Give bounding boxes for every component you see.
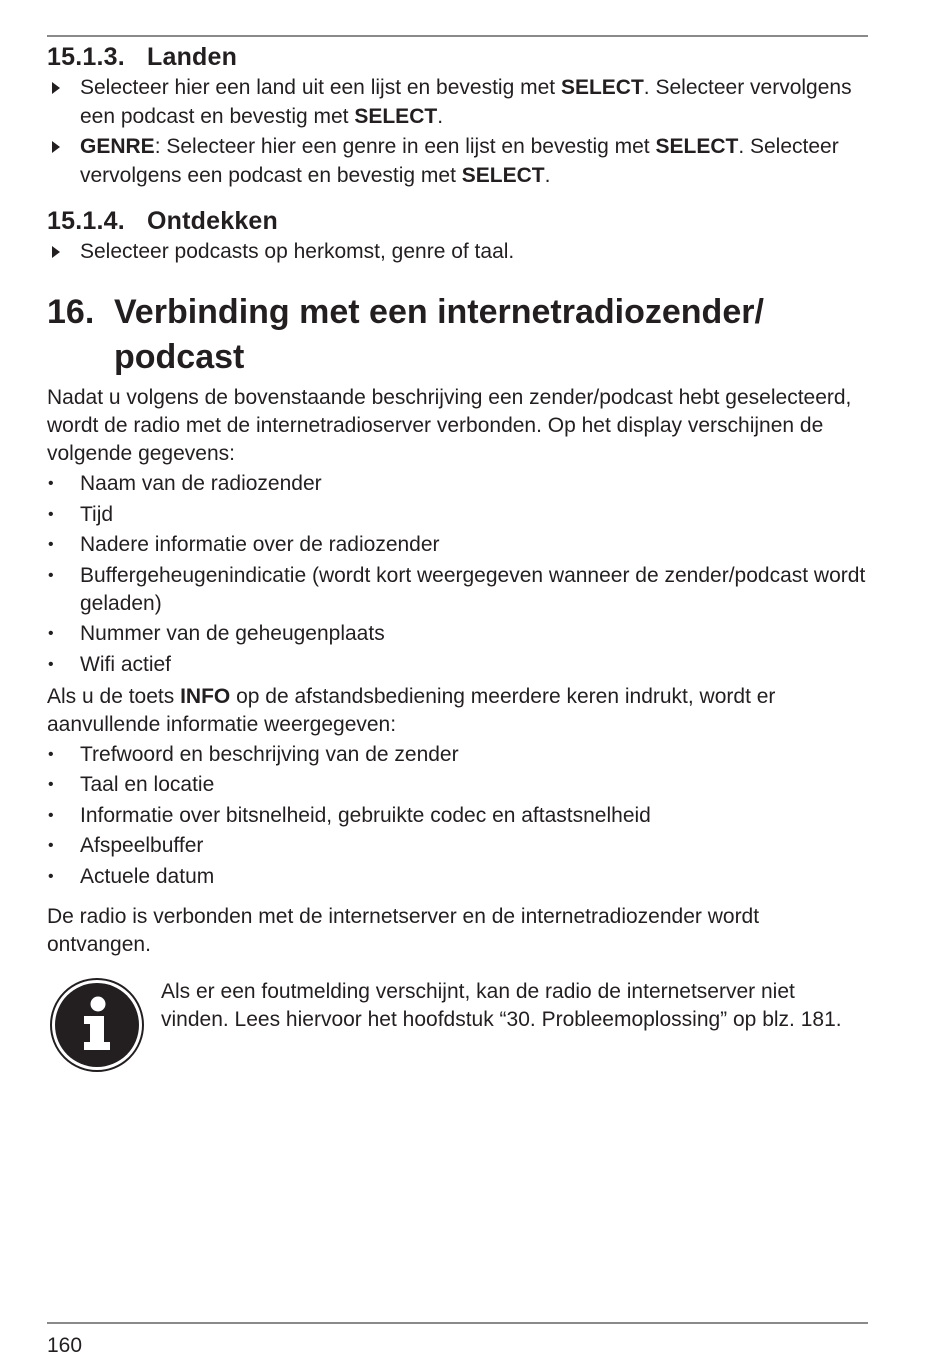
display-items-list (47, 470, 868, 679)
section-number: 15.1.3. (47, 43, 125, 71)
list-item: • Wifi actief (48, 652, 172, 676)
note-text: Als er een foutmelding verschijnt, kan de radio de internetserver niet vinden. Lees hiervoor het hoofdstuk “30. Probleemoplossing” op blz. 181. (161, 979, 842, 1031)
list-item: • Trefwoord en beschrijving van de zender (48, 742, 459, 766)
info-note (47, 978, 868, 1078)
info-icon (50, 978, 144, 1072)
section-title: Ontdekken (147, 207, 278, 235)
info-items-list (47, 741, 868, 891)
chapter-number: 16. (47, 293, 95, 331)
page-number: 160 (47, 1334, 83, 1357)
list-item: GENRE: Selecteer hier een genre in een lijst en bevestig met SELECT. Selecteer vervolgens een podcast en bevestig met SELECT. (47, 132, 868, 190)
landen-list (47, 73, 868, 190)
arrow-bullet-icon (52, 246, 60, 258)
arrow-bullet-icon (52, 141, 60, 153)
ontdekken-list (47, 237, 868, 266)
section-heading-ontdekken (47, 206, 868, 236)
list-item: • Informatie over bitsnelheid, gebruikte codec en aftastsnelheid (48, 803, 651, 827)
list-item: • Nadere informatie over de radiozender (48, 533, 440, 556)
chapter-title-line-2: podcast (114, 338, 245, 376)
top-rule (47, 35, 868, 37)
list-item: • Afspeelbuffer (48, 834, 204, 857)
list-item: • Buffergeheugenindicatie (wordt kort weergegeven wanneer de zender/podcast wordt geladen) (48, 563, 866, 615)
bottom-rule (47, 1322, 868, 1324)
list-item: Selecteer podcasts op herkomst, genre of taal. (47, 237, 868, 266)
arrow-bullet-icon (52, 82, 60, 94)
list-item: • Tijd (48, 502, 114, 526)
section-title: Landen (147, 43, 238, 71)
list-item: • Naam van de radiozender (48, 472, 322, 495)
info-key-label: INFO (180, 684, 231, 708)
chapter-intro: Nadat u volgens de bovenstaande beschrijving een zender/podcast hebt geselecteerd, wordt de radio met de internetradioserver verbonden. Op het display verschijnen de volgende gegevens: (47, 386, 852, 465)
list-item: • Actuele datum (48, 864, 215, 888)
list-item: • Nummer van de geheugenplaats (48, 622, 385, 645)
info-paragraph: Als u de toets INFO op de afstandsbediening meerdere keren indrukt, wordt er aanvullende informatie weergegeven: (47, 684, 776, 736)
chapter-title-line-1: Verbinding met een internetradiozender/ (114, 293, 764, 331)
page-content (47, 38, 868, 1078)
conclusion-paragraph: De radio is verbonden met de internetserver en de internetradiozender wordt ontvangen. (47, 904, 760, 956)
section-heading-landen (47, 42, 868, 72)
list-item: Selecteer hier een land uit een lijst en bevestig met SELECT. Selecteer vervolgens een podcast en bevestig met SELECT. (47, 73, 868, 131)
section-number: 15.1.4. (47, 207, 125, 235)
list-item: • Taal en locatie (48, 773, 215, 796)
chapter-heading (47, 290, 868, 380)
